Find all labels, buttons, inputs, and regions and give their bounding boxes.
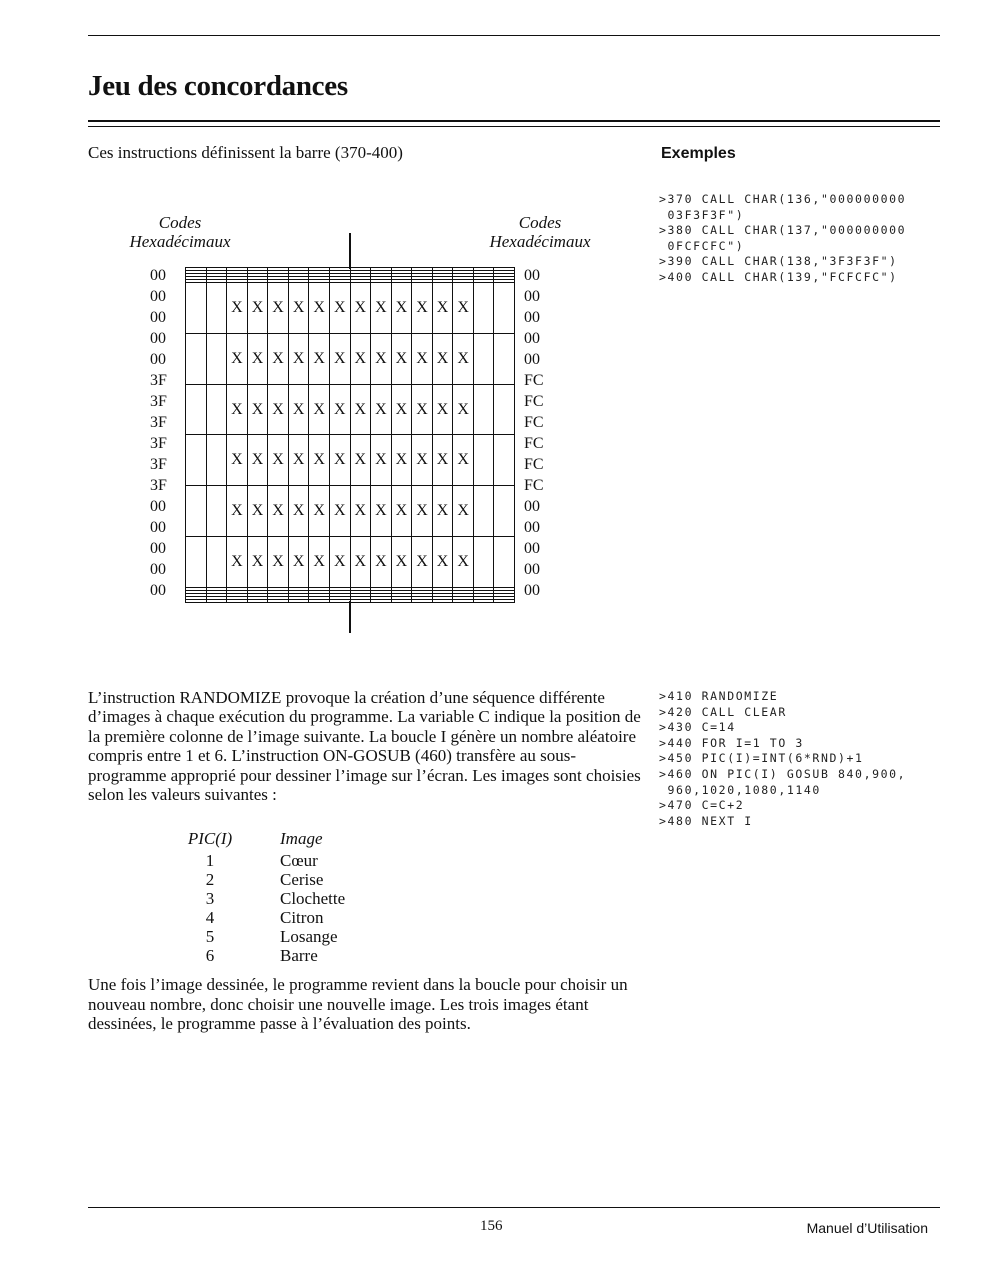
character-grid <box>185 267 515 603</box>
grid-cell: X <box>350 282 371 333</box>
grid-cell: X <box>412 333 433 384</box>
grid-cell: X <box>227 282 248 333</box>
pic-table-row <box>170 889 345 908</box>
grid-row <box>186 537 515 588</box>
pic-value: 5 <box>205 927 215 946</box>
hex-code: 3F <box>150 372 167 389</box>
hex-header-left <box>105 213 255 251</box>
grid-cell <box>309 599 330 602</box>
pic-value: 2 <box>205 870 215 889</box>
code-line: >380 CALL CHAR(137,"000000000 <box>659 223 907 238</box>
hex-code: FC <box>524 372 544 389</box>
grid-cell <box>227 599 248 602</box>
grid-cell <box>186 435 207 486</box>
grid-cell: X <box>391 486 412 537</box>
intro-text: Ces instructions définissent la barre (370-400) <box>88 143 403 162</box>
code-line: 0FCFCFC") <box>659 238 745 253</box>
pic-header: PIC(I) <box>187 829 233 848</box>
grid-cell: X <box>227 384 248 435</box>
grid-cell <box>206 333 227 384</box>
grid-cell <box>473 384 494 435</box>
grid-cell: X <box>309 333 330 384</box>
hex-code: 00 <box>150 288 166 305</box>
grid-cell: X <box>309 537 330 588</box>
image-name: Cerise <box>280 870 324 889</box>
grid-cell: X <box>371 435 392 486</box>
grid-cell <box>494 384 515 435</box>
grid-cell: X <box>453 537 474 588</box>
grid-cell: X <box>329 537 350 588</box>
pic-value: 6 <box>205 946 215 965</box>
code-line: 960,1020,1080,1140 <box>659 782 821 797</box>
hex-code: 00 <box>524 561 540 578</box>
code-line: >460 ON PIC(I) GOSUB 840,900, <box>659 766 907 781</box>
hex-code: FC <box>524 414 544 431</box>
hex-code: 00 <box>524 498 540 515</box>
hex-code: 00 <box>524 330 540 347</box>
grid-cell: X <box>432 282 453 333</box>
code-line: >440 FOR I=1 TO 3 <box>659 735 804 750</box>
grid-cell <box>494 486 515 537</box>
grid-cell: X <box>227 486 248 537</box>
grid-row <box>186 435 515 486</box>
page-title: Jeu des concordances <box>88 70 348 102</box>
grid-cell: X <box>371 537 392 588</box>
grid-cell: X <box>329 486 350 537</box>
grid-cell: X <box>371 486 392 537</box>
hex-code: 00 <box>524 519 540 536</box>
grid-row <box>186 486 515 537</box>
grid-cell <box>186 599 207 602</box>
grid-cell <box>206 282 227 333</box>
hex-code: 00 <box>524 288 540 305</box>
grid-cell: X <box>412 282 433 333</box>
hex-code: 00 <box>150 351 166 368</box>
hex-code: 3F <box>150 435 167 452</box>
hex-code: 00 <box>150 498 166 515</box>
grid-cell: X <box>288 537 309 588</box>
grid-cell: X <box>412 486 433 537</box>
grid-cell: X <box>288 282 309 333</box>
hex-code: 00 <box>150 519 166 536</box>
grid-cell: X <box>453 333 474 384</box>
code-line: >480 NEXT I <box>659 813 753 828</box>
grid-cell: X <box>288 384 309 435</box>
hex-code: FC <box>524 456 544 473</box>
code-line: >430 C=14 <box>659 720 736 735</box>
grid-cell: X <box>227 435 248 486</box>
grid-cell <box>473 435 494 486</box>
image-name: Clochette <box>280 889 346 908</box>
center-axis-bottom <box>349 601 351 633</box>
grid-cell: X <box>432 537 453 588</box>
grid-cell <box>473 282 494 333</box>
hex-code: 00 <box>524 309 540 326</box>
title-rule <box>88 120 940 122</box>
footer-label: Manuel d’Utilisation <box>806 1220 928 1236</box>
code-line: >410 RANDOMIZE <box>659 689 779 703</box>
grid-cell: X <box>432 333 453 384</box>
grid-cell: X <box>247 537 268 588</box>
grid-row <box>186 282 515 333</box>
examples-heading: Exemples <box>661 145 736 162</box>
code-line: >370 CALL CHAR(136,"000000000 <box>659 192 907 206</box>
hex-code: 00 <box>150 582 166 599</box>
grid-cell: X <box>371 333 392 384</box>
grid-row <box>186 384 515 435</box>
grid-cell <box>186 282 207 333</box>
grid-cell: X <box>268 282 289 333</box>
grid-cell: X <box>247 486 268 537</box>
hex-codes-right <box>524 265 554 601</box>
grid-cell: X <box>329 384 350 435</box>
pic-table-row <box>170 946 345 965</box>
code-line: >390 CALL CHAR(138,"3F3F3F") <box>659 254 898 269</box>
pic-table-row <box>170 851 345 870</box>
grid-cell: X <box>288 333 309 384</box>
pic-value: 3 <box>205 889 215 908</box>
grid-cell <box>268 599 289 602</box>
grid-cell: X <box>329 333 350 384</box>
grid-cell: X <box>412 384 433 435</box>
grid-cell: X <box>309 384 330 435</box>
image-name: Barre <box>280 946 318 965</box>
grid-cell: X <box>371 282 392 333</box>
hex-header-line: Codes <box>518 213 562 232</box>
pic-table-row <box>170 927 345 946</box>
grid-cell <box>329 599 350 602</box>
grid-cell: X <box>412 537 433 588</box>
grid-cell <box>494 282 515 333</box>
grid-cell: X <box>350 537 371 588</box>
grid-cell <box>473 599 494 602</box>
grid-cell <box>206 537 227 588</box>
hex-code: 3F <box>150 477 167 494</box>
grid-cell: X <box>288 435 309 486</box>
center-axis-top <box>349 233 351 269</box>
grid-cell: X <box>453 486 474 537</box>
grid-cell: X <box>453 384 474 435</box>
grid-cell: X <box>309 282 330 333</box>
grid-cell: X <box>391 384 412 435</box>
hex-code: 3F <box>150 414 167 431</box>
pic-value: 4 <box>205 908 215 927</box>
grid-cell: X <box>268 537 289 588</box>
code-line: >420 CALL CLEAR <box>659 704 787 719</box>
grid-cell <box>288 599 309 602</box>
image-name: Cœur <box>280 851 318 870</box>
page-number: 156 <box>480 1218 503 1234</box>
grid-cell <box>494 537 515 588</box>
code-listing-top <box>659 192 906 286</box>
grid-cell <box>371 599 392 602</box>
grid-row <box>186 333 515 384</box>
grid-cell: X <box>412 435 433 486</box>
grid-cell: X <box>453 282 474 333</box>
grid-cell: X <box>350 435 371 486</box>
image-name: Citron <box>280 908 324 927</box>
grid-cell <box>494 435 515 486</box>
grid-cell <box>494 333 515 384</box>
grid-cell: X <box>268 435 289 486</box>
grid-cell: X <box>432 486 453 537</box>
hex-code: 00 <box>524 267 540 284</box>
pic-value: 1 <box>205 851 215 870</box>
grid-cell <box>412 599 433 602</box>
grid-cell: X <box>268 384 289 435</box>
grid-cell: X <box>247 282 268 333</box>
hex-code: 00 <box>150 309 166 326</box>
grid-cell <box>391 599 412 602</box>
grid-cell <box>206 384 227 435</box>
hex-code: FC <box>524 435 544 452</box>
pic-table-row <box>170 908 345 927</box>
grid-cell: X <box>309 486 330 537</box>
grid-cell <box>206 486 227 537</box>
code-line: >470 C=C+2 <box>659 798 745 813</box>
hex-header-line: Hexadécimaux <box>489 232 591 251</box>
pic-table-header <box>170 829 345 848</box>
pic-image-table <box>170 829 345 965</box>
image-header: Image <box>280 829 323 848</box>
grid-cell: X <box>350 384 371 435</box>
grid-cell <box>186 333 207 384</box>
hex-header-line: Codes <box>158 213 202 232</box>
body-paragraph: L’instruction RANDOMIZE provoque la création d’une séquence différente d’images à chaque exécution du programme. La variable C indique la position de la première colonne de l’image suivante. La boucle I génère un nombre aléatoire compris entre 1 et 6. L’instruction ON-GOSUB (460) transfère au sous-programme approprié pour dessiner l’image sur l’écran. Les images sont choisies selon les valeurs suivantes : <box>88 688 641 805</box>
hex-code: 00 <box>524 540 540 557</box>
hex-code: 00 <box>150 540 166 557</box>
grid-cell: X <box>453 435 474 486</box>
grid-cell: X <box>391 282 412 333</box>
grid-cell <box>186 486 207 537</box>
grid-cell: X <box>371 384 392 435</box>
hex-code: 3F <box>150 456 167 473</box>
grid-cell: X <box>309 435 330 486</box>
code-listing-bottom <box>659 689 906 829</box>
grid-cell: X <box>247 384 268 435</box>
grid-cell <box>186 537 207 588</box>
grid-cell <box>350 599 371 602</box>
image-name: Losange <box>280 927 338 946</box>
grid-cell <box>473 537 494 588</box>
grid-cell: X <box>391 537 412 588</box>
hex-code: 00 <box>524 351 540 368</box>
hex-code: 3F <box>150 393 167 410</box>
grid-cell: X <box>329 435 350 486</box>
pic-table-row <box>170 870 345 889</box>
hex-code: 00 <box>150 267 166 284</box>
grid-cell <box>473 333 494 384</box>
grid-cell: X <box>329 282 350 333</box>
grid-cell: X <box>227 537 248 588</box>
grid-cell: X <box>227 333 248 384</box>
grid-cell: X <box>432 435 453 486</box>
grid-cell <box>494 599 515 602</box>
grid-cell: X <box>247 435 268 486</box>
hex-code: 00 <box>524 582 540 599</box>
code-line: 03F3F3F") <box>659 207 745 222</box>
grid-cell: X <box>288 486 309 537</box>
hex-codes-left <box>150 265 178 601</box>
grid-cell <box>453 599 474 602</box>
hex-header-right <box>470 213 610 251</box>
grid-cell <box>186 384 207 435</box>
hex-code: FC <box>524 477 544 494</box>
grid-cell: X <box>350 333 371 384</box>
code-line: >400 CALL CHAR(139,"FCFCFC") <box>659 269 898 284</box>
grid-cell: X <box>268 333 289 384</box>
grid-cell <box>247 599 268 602</box>
code-line: >450 PIC(I)=INT(6*RND)+1 <box>659 751 864 766</box>
grid-cell <box>206 435 227 486</box>
grid-cell: X <box>391 435 412 486</box>
grid-cell: X <box>432 384 453 435</box>
grid-cell <box>206 599 227 602</box>
grid-cell: X <box>247 333 268 384</box>
grid-cell: X <box>350 486 371 537</box>
grid-cell <box>473 486 494 537</box>
closing-paragraph: Une fois l’image dessinée, le programme revient dans la boucle pour choisir un nouveau nombre, donc choisir une nouvelle image. Les trois images étant dessinées, le programme passe à l’évaluation des points. <box>88 975 628 1034</box>
footer-rule <box>88 1207 940 1208</box>
grid-cell: X <box>391 333 412 384</box>
grid-cell <box>432 599 453 602</box>
grid-cell: X <box>268 486 289 537</box>
top-rule <box>88 35 940 36</box>
hex-code: 00 <box>150 561 166 578</box>
hex-header-line: Hexadécimaux <box>129 232 231 251</box>
title-rule-thin <box>88 126 940 127</box>
hex-code: 00 <box>150 330 166 347</box>
hex-code: FC <box>524 393 544 410</box>
